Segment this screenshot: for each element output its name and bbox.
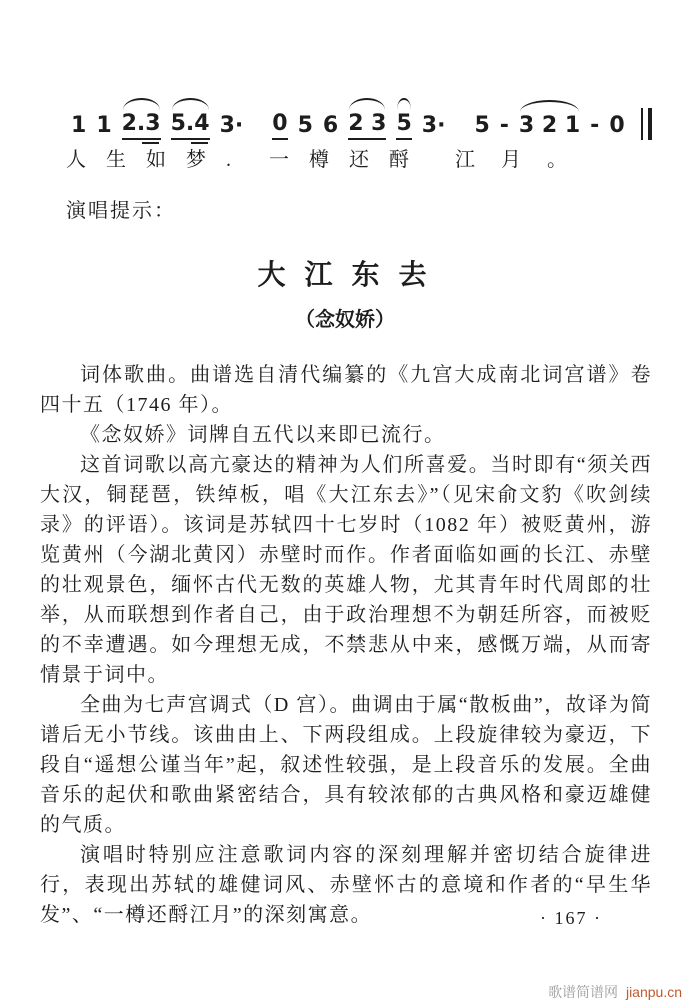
body-text xyxy=(0,360,690,930)
lyric-phrase: 一樽还酹 xyxy=(269,149,429,171)
jianpu-note xyxy=(323,115,338,140)
section-label: 演唱提示： xyxy=(66,200,176,222)
jianpu-note xyxy=(171,113,210,140)
jianpu-note xyxy=(519,115,580,140)
note-number: - xyxy=(590,113,600,138)
note-number: 6 xyxy=(322,113,339,138)
note-number: 3· xyxy=(219,113,244,138)
music-notation-line xyxy=(0,84,690,170)
jianpu-note xyxy=(422,115,446,140)
song-subtitle: （念奴娇） xyxy=(295,309,395,331)
jianpu-note xyxy=(348,113,386,140)
watermark-site-name: 歌谱简谱网 xyxy=(548,984,619,1000)
double-barline-mark xyxy=(641,108,652,140)
slur-arc xyxy=(397,98,410,110)
note-number: 0 xyxy=(609,113,625,138)
jianpu-note xyxy=(474,115,489,140)
note-number: 2.3 xyxy=(122,113,161,140)
slur-arc xyxy=(520,100,579,112)
slur-arc xyxy=(172,98,209,110)
lyric-phrase: 人生如梦. xyxy=(66,149,251,171)
jianpu-note xyxy=(590,115,599,140)
jianpu-note xyxy=(298,115,313,140)
note-number: 1 xyxy=(96,113,112,138)
note-number: 5.4 xyxy=(171,113,210,140)
note-number: - xyxy=(499,113,509,138)
note-number: 1 xyxy=(71,113,87,138)
jianpu-note xyxy=(396,113,411,140)
jianpu-note xyxy=(272,113,287,140)
note-number: 5 xyxy=(474,113,490,138)
slur-arc xyxy=(123,98,160,110)
final-barline xyxy=(635,108,652,140)
jianpu-note xyxy=(220,115,244,140)
jianpu-note xyxy=(609,115,624,140)
note-number: 3· xyxy=(421,113,446,138)
slur-arc xyxy=(349,98,385,110)
page-number: · 167 · xyxy=(540,908,602,928)
song-title: 大 江 东 去 xyxy=(257,260,433,291)
paragraph: 词体歌曲。曲谱选自清代编纂的《九宫大成南北词宫谱》卷四十五（1746 年）。 xyxy=(40,364,652,416)
paragraph: 《念奴娇》词牌自五代以来即已流行。 xyxy=(80,424,446,446)
watermark xyxy=(548,982,682,1002)
jianpu-note xyxy=(96,115,111,140)
note-number: 2 3 xyxy=(348,113,386,140)
note-number: 0 xyxy=(272,113,287,140)
note-number: 5 xyxy=(396,113,411,140)
note-number: 3 2 1 xyxy=(518,113,581,138)
lyric-phrase: 江月。 xyxy=(455,149,593,171)
note-number: 5 xyxy=(297,113,313,138)
lyrics-row xyxy=(66,150,690,170)
jianpu-notes-row xyxy=(66,84,690,140)
jianpu-note xyxy=(71,115,86,140)
jianpu-note xyxy=(500,115,509,140)
jianpu-note xyxy=(122,113,161,140)
watermark-site-url-link[interactable]: jianpu.cn xyxy=(625,984,682,1000)
paragraph: 这首词歌以高亢豪达的精神为人们所喜爱。当时即有“须关西大汉，铜琵琶，铁绰板，唱《大江东去》”（见宋俞文豹《吹剑续录》的评语）。该词是苏轼四十七岁时（1082 年）被贬黄州，游览黄州（今湖北黄冈）赤壁时而作。作者面临如画的长江、赤壁的壮观景色，缅怀古代无数的英雄人物，尤其青年时代周郎的壮举，从而联想到作者自己，由于政治理想不为朝廷所容，而被贬的不幸遭遇。如今理想无成，不禁悲从中来，感慨万端，从而寄情景于词中。 xyxy=(40,454,652,686)
paragraph: 演唱时特别应注意歌词内容的深刻理解并密切结合旋律进行，表现出苏轼的雄健词风、赤壁怀古的意境和作者的“早生华发”、“一樽还酹江月”的深刻寓意。 xyxy=(40,844,652,926)
paragraph: 全曲为七声宫调式（D 宫）。曲调由于属“散板曲”，故译为简谱后无小节线。该曲由上、下两段组成。上段旋律较为豪迈，下段自“遥想公谨当年”起，叙述性较强，是上段音乐的发展。全曲音乐的起伏和歌曲紧密结合，具有较浓郁的古典风格和豪迈雄健的气质。 xyxy=(40,694,652,836)
